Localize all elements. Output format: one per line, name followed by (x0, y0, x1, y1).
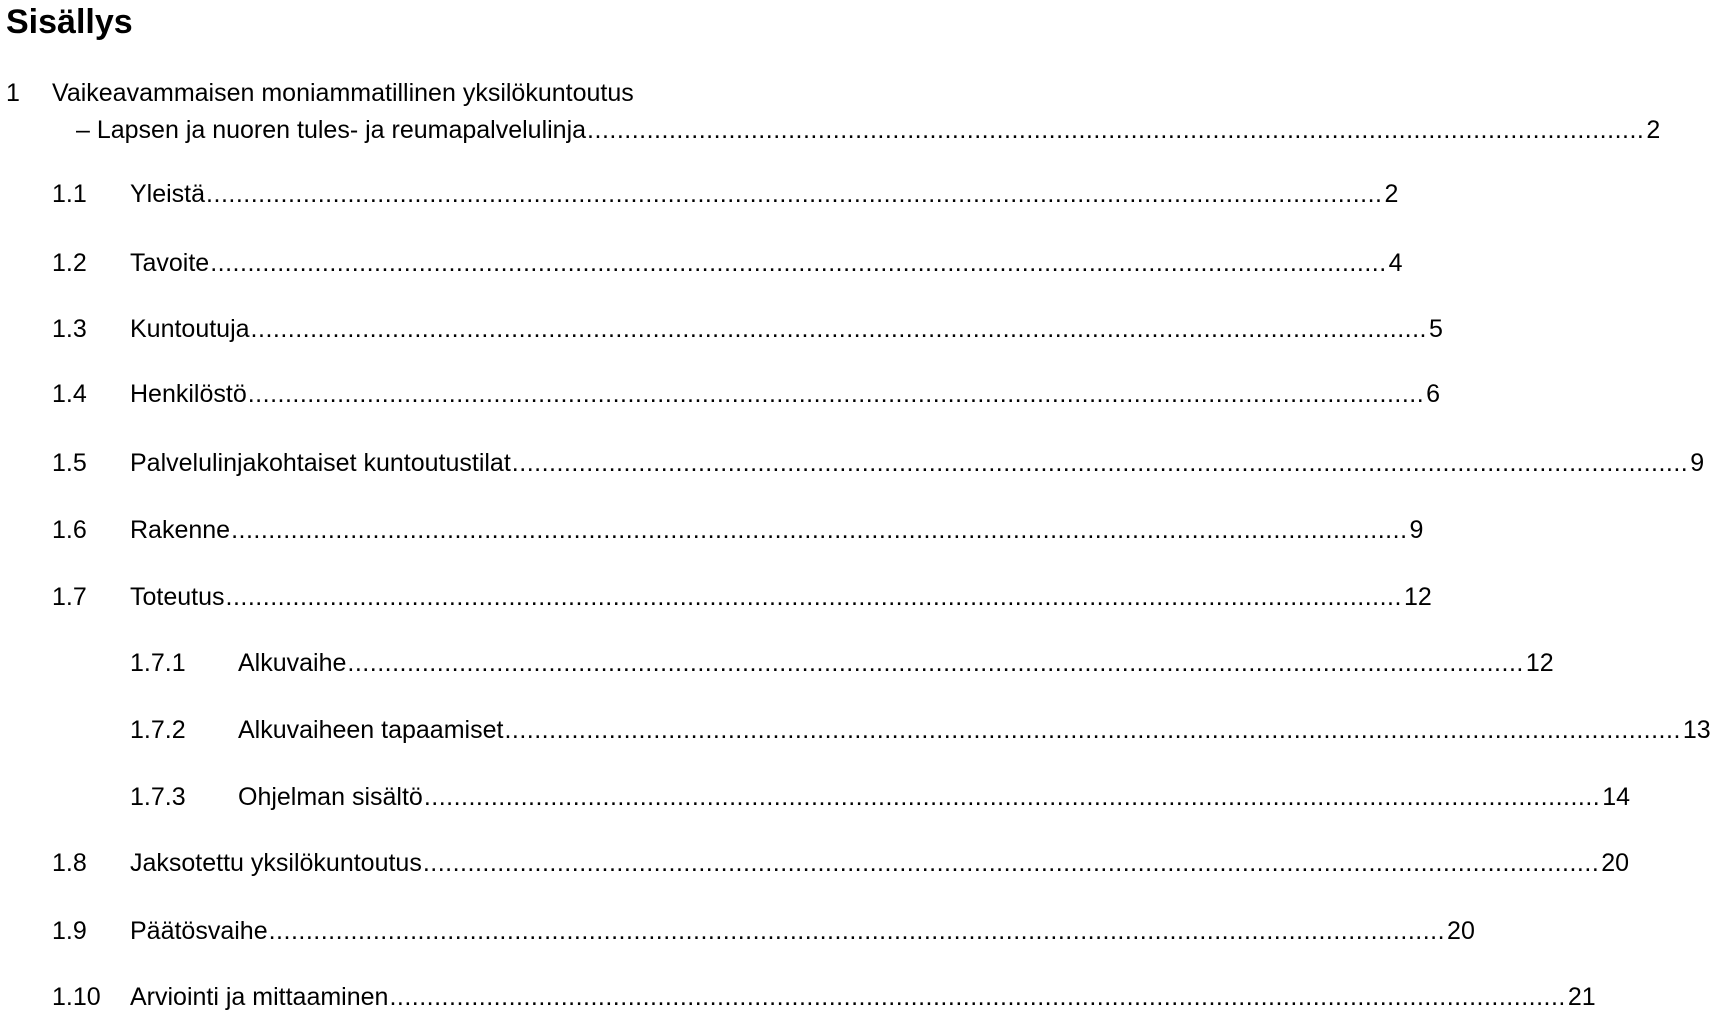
toc-entry[interactable] (52, 848, 1630, 878)
toc-entry-page: 2 (1384, 180, 1399, 208)
toc-entry[interactable] (52, 448, 1705, 478)
toc-entry[interactable] (52, 582, 1432, 612)
toc-entry-number: 1.8 (52, 849, 87, 877)
dot-leader: .............................................................................................................................................................. (247, 380, 1425, 408)
toc-entry-page: 14 (1602, 783, 1631, 811)
toc-entry-page: 21 (1567, 983, 1596, 1011)
toc-entry-page: 9 (1409, 516, 1424, 544)
toc-entry-label: Yleistä (130, 180, 206, 208)
toc-entry-number: 1.2 (52, 249, 87, 277)
toc-entry-number: 1.5 (52, 449, 87, 477)
toc-entry-page: 5 (1428, 315, 1443, 343)
toc-entry-page: 20 (1447, 917, 1475, 945)
dot-leader: .............................................................................................................................................. (587, 116, 1645, 144)
toc-entry-number: 1.10 (52, 983, 101, 1011)
toc-entry-label: Rakenne (130, 516, 231, 544)
dot-leader: .............................................................................................................................................................. (268, 917, 1446, 945)
toc-entry-number: 1.3 (52, 315, 87, 343)
dot-leader: .............................................................................................................................................................. (504, 716, 1681, 744)
toc-entry-label: Alkuvaihe (238, 649, 347, 677)
toc-entry-number: 1.7.1 (130, 649, 186, 677)
dot-leader: .............................................................................................................................................................. (210, 249, 1387, 277)
toc-subentry[interactable] (130, 715, 1711, 745)
toc-entry-number: 1.9 (52, 917, 87, 945)
toc-entry-1-continuation[interactable] (76, 115, 1661, 145)
toc-entry-label: Alkuvaiheen tapaamiset (238, 716, 504, 744)
toc-entry-label: Palvelulinjakohtaiset kuntoutustilat (130, 449, 511, 477)
dot-leader: .............................................................................................................................................................. (422, 849, 1600, 877)
toc-entry[interactable] (52, 314, 1443, 344)
toc-entry-label: Toteutus (130, 583, 225, 611)
toc-entry-page: 9 (1690, 449, 1705, 477)
dot-leader: .............................................................................................................................................................. (347, 649, 1524, 677)
dot-leader: .............................................................................................................................................................. (231, 516, 1408, 544)
toc-subentry[interactable] (130, 782, 1631, 812)
toc-entry-page: 20 (1601, 849, 1630, 877)
toc-entry-number: 1.7.3 (130, 783, 186, 811)
toc-entry-page: 4 (1388, 249, 1403, 277)
dot-leader: .............................................................................................................................................................. (423, 783, 1601, 811)
toc-entry-label: Kuntoutuja (130, 315, 250, 343)
toc-entry-page: 13 (1682, 716, 1711, 744)
toc-entry-label: Ohjelman sisältö (238, 783, 423, 811)
toc-entry-number: 1.4 (52, 380, 87, 408)
toc-entry-label: Jaksotettu yksilökuntoutus (130, 849, 422, 877)
toc-entry[interactable] (52, 515, 1424, 545)
page-title: Sisällys (6, 3, 133, 41)
toc-entry-label: Päätösvaihe (130, 917, 268, 945)
toc-entry[interactable] (52, 248, 1403, 278)
toc-entry-number: 1.7 (52, 583, 87, 611)
toc-entry-page: 12 (1525, 649, 1554, 677)
toc-entry-page: 6 (1426, 380, 1441, 408)
toc-entry-label: Henkilöstö (130, 380, 247, 408)
toc-entry-label: Arviointi ja mittaaminen (130, 983, 389, 1011)
toc-entry-number: 1.1 (52, 180, 87, 208)
toc-entry-page: 2 (1646, 116, 1661, 144)
dot-leader: .............................................................................................................................................................. (206, 180, 1383, 208)
toc-entry[interactable] (52, 379, 1441, 409)
dot-leader: .............................................................................................................................................................. (389, 983, 1566, 1011)
toc-subentry[interactable] (130, 648, 1554, 678)
toc-entry-number: 1.7.2 (130, 716, 186, 744)
toc-entry-1[interactable] (6, 78, 634, 108)
toc-entry[interactable] (52, 916, 1475, 946)
dot-leader: .............................................................................................................................................................. (225, 583, 1402, 611)
toc-entry-page: 12 (1403, 583, 1432, 611)
toc-entry-label: Tavoite (130, 249, 210, 277)
toc-entry[interactable] (52, 982, 1596, 1012)
toc-entry-number: 1.6 (52, 516, 87, 544)
dot-leader: .............................................................................................................................................................. (250, 315, 1427, 343)
toc-entry-label-continuation: – Lapsen ja nuoren tules- ja reumapalvelulinja (76, 116, 587, 144)
toc-entry-label: Vaikeavammaisen moniammatillinen yksilökuntoutus (52, 79, 634, 107)
toc-entry[interactable] (52, 179, 1399, 209)
toc-entry-number: 1 (6, 79, 20, 107)
dot-leader: .............................................................................................................................................................. (511, 449, 1689, 477)
